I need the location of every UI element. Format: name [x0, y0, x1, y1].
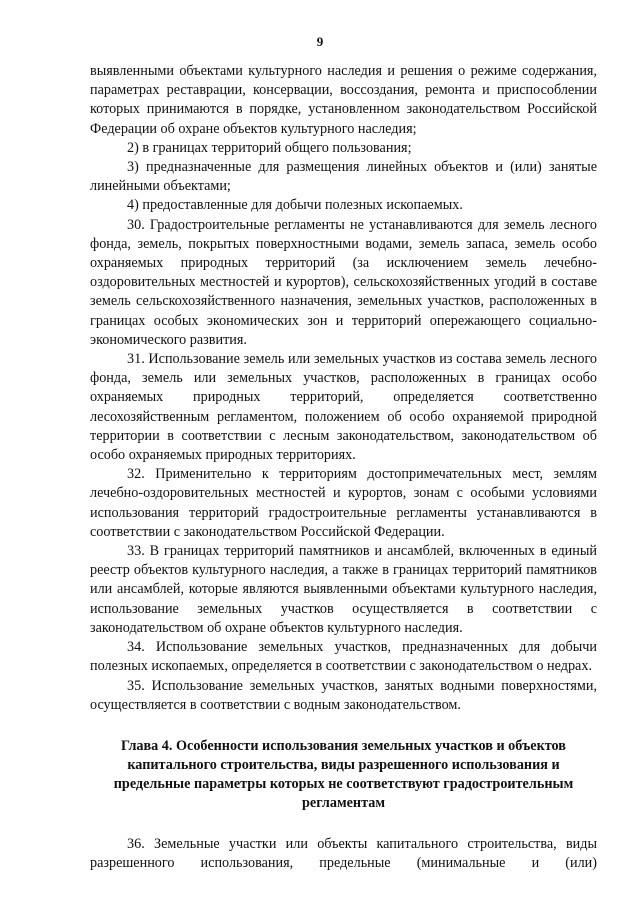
paragraph-31: 31. Использование земель или земельных участков из состава земель лесного фонда, земель или земельных участков, расположенных в границах особо охраняемых природных территорий, определяется соответственно лесохозяйственным регламентом, положением об особо охраняемой природной территории в соответствии с лесным законодательством, законодательством об особо охраняемых природных территориях. — [90, 351, 597, 464]
list-item-4: 4) предоставленные для добычи полезных ископаемых. — [127, 197, 463, 214]
page-number: 9 — [316, 34, 324, 49]
list-item-3: 3) предназначенные для размещения линейных объектов и (или) занятые линейными объектами; — [90, 159, 597, 195]
paragraph-30: 30. Градостроительные регламенты не устанавливаются для земель лесного фонда, земель, покрытых поверхностными водами, земель запаса, земель особо охраняемых природных территорий (за исключением земель лечебно-оздоровительных местностей и курортов), сельскохозяйственных угодий в составе земель сельскохозяйственного назначения, земельных участков, расположенных в границах особых экономических зон и территорий опережающего социально-экономического развития. — [90, 216, 597, 348]
document-body — [90, 62, 597, 873]
paragraph-cultural-heritage-continuation: выявленными объектами культурного наследия и решения о режиме содержания, параметрах реставрации, консервации, воссоздания, ремонта и приспособлении которых принимаются в порядке, установленном законодательством Российской Федерации об охране объектов культурного наследия; — [90, 63, 597, 137]
list-item-2: 2) в границах территорий общего пользования; — [127, 139, 412, 156]
paragraph-34: 34. Использование земельных участков, предназначенных для добычи полезных ископаемых, определяется в соответствии с законодательством о недрах. — [90, 639, 597, 675]
paragraph-32: 32. Применительно к территориям достопримечательных мест, землям лечебно-оздоровительных местностей и курортов, зонам с особыми условиями использования территорий градостроительные регламенты устанавливаются в соответствии с законодательством Российской Федерации. — [90, 466, 597, 540]
paragraph-33: 33. В границах территорий памятников и ансамблей, включенных в единый реестр объектов культурного наследия, а также в границах территорий памятников или ансамблей, которые являются выявленными объектами культурного наследия, использование земельных участков осуществляется в соответствии с законодательством об охране объектов культурного наследия. — [90, 543, 597, 636]
paragraph-36: 36. Земельные участки или объекты капитального строительства, виды разрешенного использования, предельные (минимальные и (или) — [90, 835, 597, 872]
chapter-heading: Глава 4. Особенности использования земельных участков и объектов капитального строительства, виды разрешенного использования и предельные параметры которых не соответствуют градостроительным регламентам — [113, 737, 574, 811]
paragraph-35: 35. Использование земельных участков, занятых водными поверхностями, осуществляется в соответствии с водным законодательством. — [90, 677, 597, 713]
